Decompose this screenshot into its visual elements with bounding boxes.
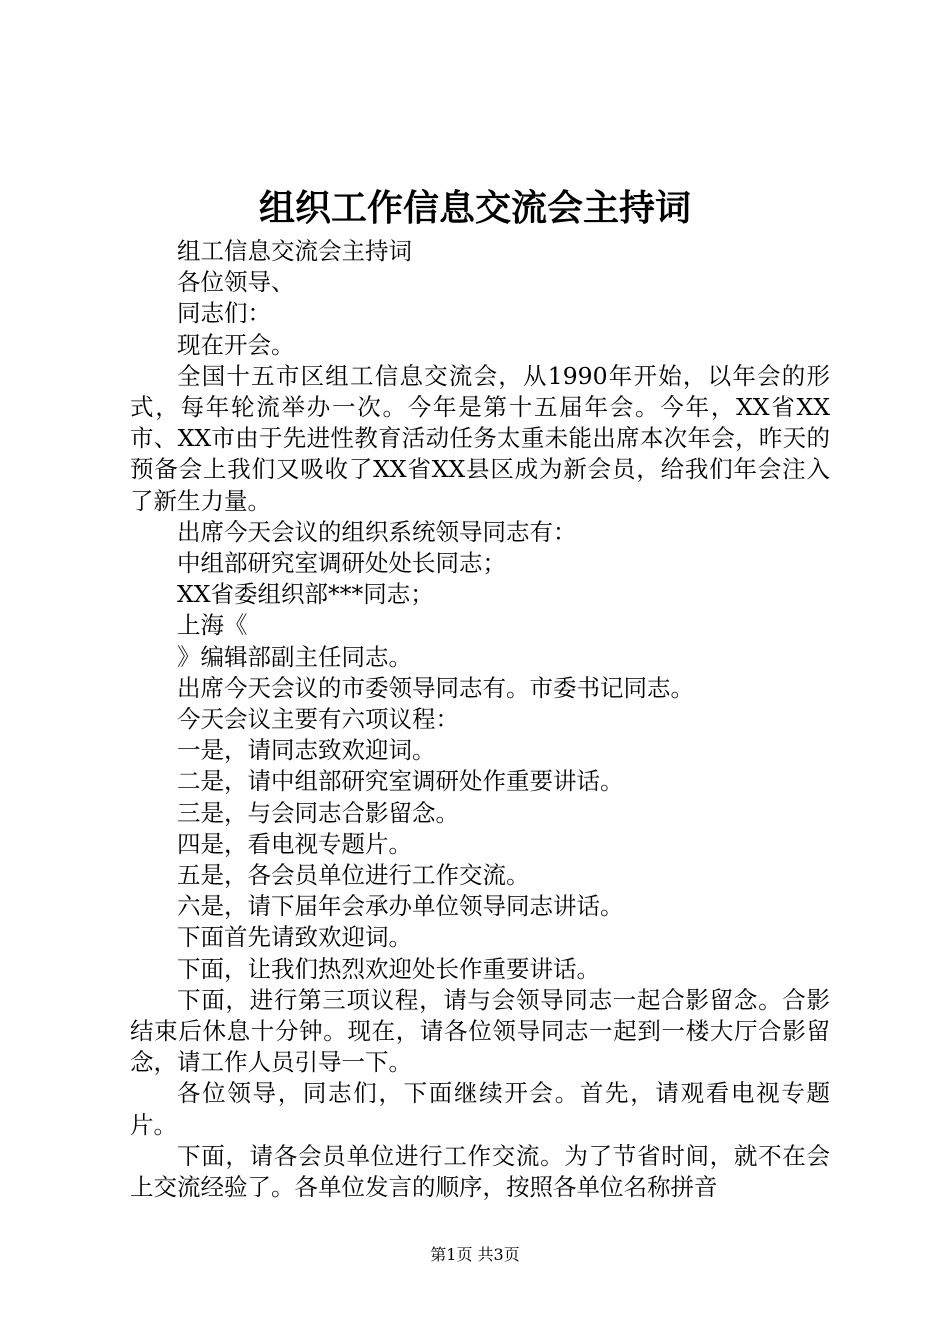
paragraph: 下面，请各会员单位进行工作交流。为了节省时间，就不在会上交流经验了。各单位发言的顺序，按照各单位名称拼音 [130, 1141, 830, 1202]
paragraph: 一是，请同志致欢迎词。 [177, 736, 436, 765]
paragraph: 三是，与会同志合影留念。 [177, 798, 459, 827]
page-number-footer: 第1页 共3页 [430, 1245, 520, 1264]
paragraph: 四是，看电视专题片。 [177, 829, 412, 858]
paragraph: 现在开会。 [177, 330, 295, 359]
paragraph: 出席今天会议的组织系统领导同志有： [177, 517, 577, 546]
paragraph: 中组部研究室调研处处长同志； [177, 549, 506, 578]
paragraph: 下面，进行第三项议程，请与会领导同志一起合影留念。合影结束后休息十分钟。现在，请各位领导同志一起到一楼大厅合影留念，请工作人员引导一下。 [130, 985, 830, 1077]
paragraph: 各位领导、 [177, 268, 295, 297]
paragraph: 同志们： [177, 299, 271, 328]
document-title: 组织工作信息交流会主持词 [258, 187, 691, 229]
paragraph: 六是，请下届年会承办单位领导同志讲话。 [177, 892, 624, 921]
paragraph: XX省委组织部***同志； [177, 580, 434, 609]
paragraph: 》编辑部副主任同志。 [177, 642, 412, 671]
paragraph: 上海《 [177, 611, 248, 640]
document-body [130, 236, 830, 1203]
paragraph: 全国十五市区组工信息交流会，从1990年开始，以年会的形式，每年轮流举办一次。今年是第十五届年会。今年，XX省XX市、XX市由于先进性教育活动任务太重未能出席本次年会，昨天的预备会上我们又吸收了XX省XX县区成为新会员，给我们年会注入了新生力量。 [130, 361, 830, 515]
paragraph: 各位领导，同志们，下面继续开会。首先，请观看电视专题片。 [130, 1079, 830, 1139]
paragraph: 出席今天会议的市委领导同志有。市委书记同志。 [177, 673, 694, 702]
paragraph: 下面首先请致欢迎词。 [177, 923, 412, 952]
paragraph: 五是，各会员单位进行工作交流。 [177, 861, 530, 890]
paragraph: 今天会议主要有六项议程： [177, 705, 459, 734]
paragraph: 组工信息交流会主持词 [177, 237, 412, 265]
paragraph: 二是，请中组部研究室调研处作重要讲话。 [177, 767, 624, 796]
paragraph: 下面，让我们热烈欢迎处长作重要讲话。 [177, 954, 600, 983]
